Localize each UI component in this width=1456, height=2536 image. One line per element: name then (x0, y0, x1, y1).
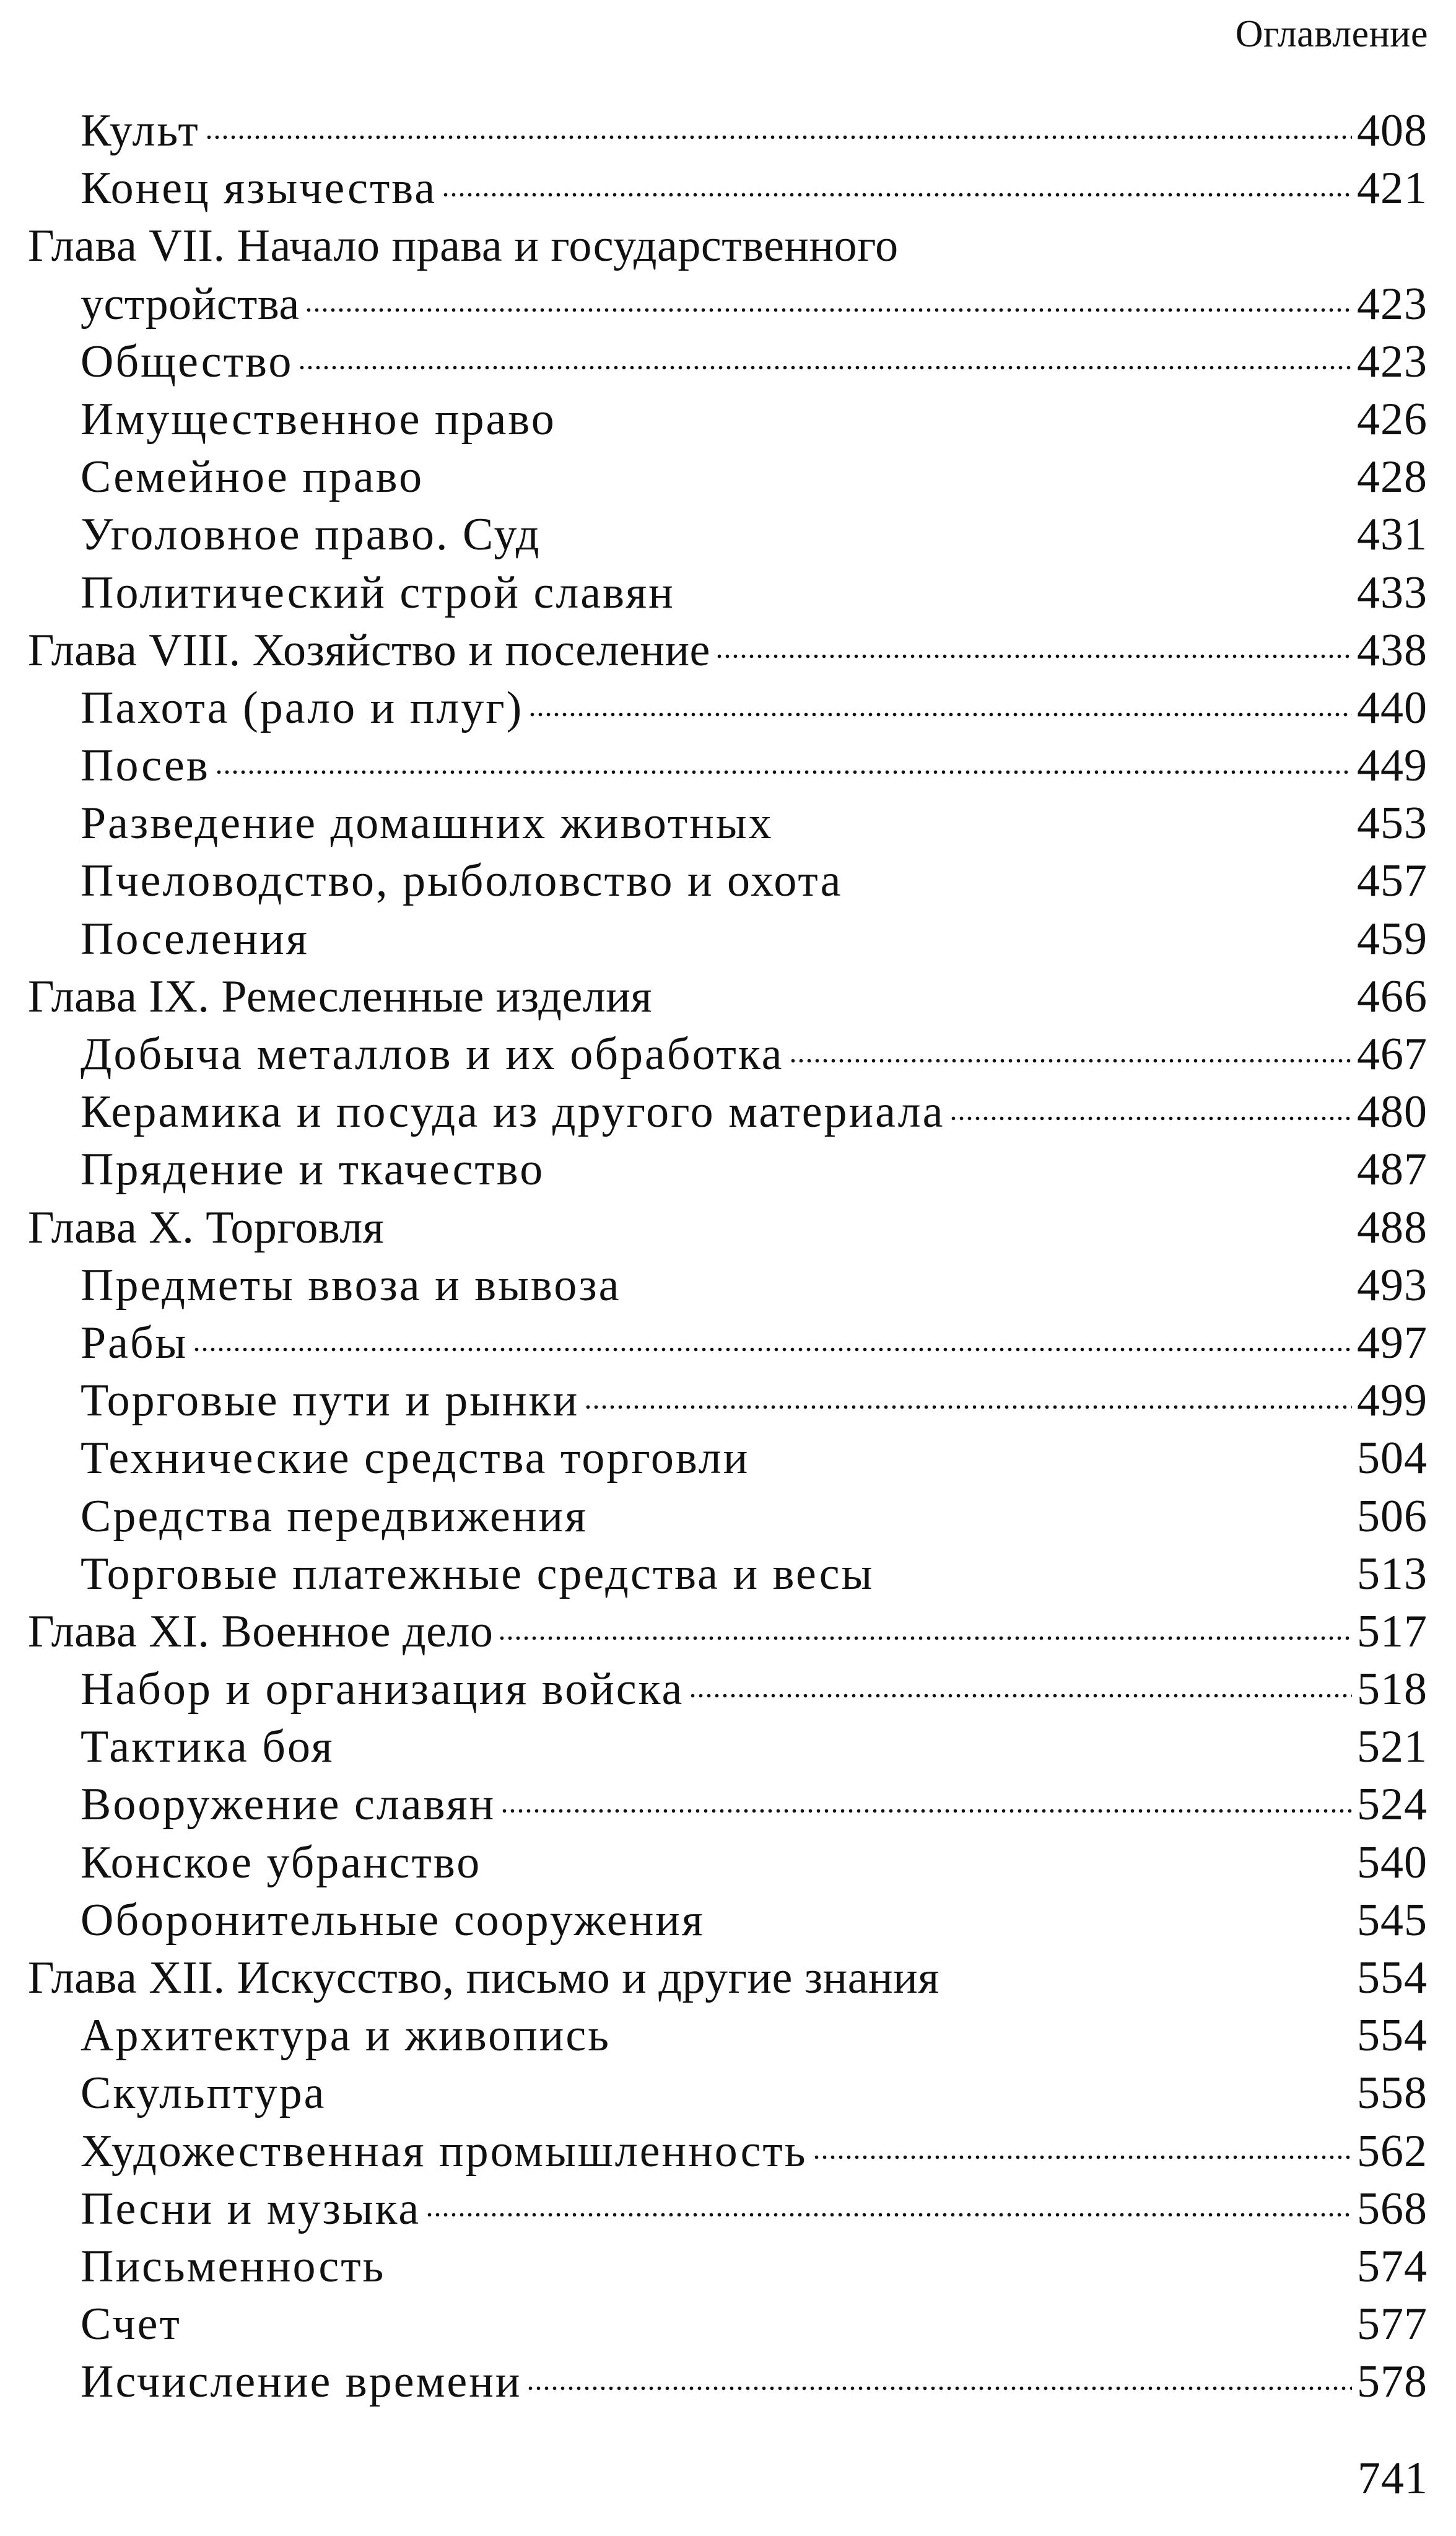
toc-section-entry (28, 1430, 1428, 1487)
toc-entry-page: 568 (1357, 2183, 1428, 2234)
toc-entry-page: 554 (1357, 1952, 1428, 2003)
toc-section-entry (28, 1834, 1428, 1892)
dot-leader (689, 1689, 1352, 1702)
toc-entry-title: Счет (81, 2299, 181, 2350)
toc-entry-title: Общество (81, 336, 294, 387)
toc-section-entry (28, 1141, 1428, 1199)
toc-entry-page: 459 (1357, 913, 1428, 964)
toc-entry-title: устройства (81, 278, 300, 330)
dot-leader (425, 2208, 1352, 2222)
running-head: Оглавление (1235, 13, 1428, 55)
toc-entry-page: 423 (1357, 336, 1428, 387)
toc-entry-title: Глава IX. Ремесленные изделия (28, 971, 652, 1022)
toc-entry-title: Добыча металлов и их обработка (81, 1029, 784, 1080)
toc-section-entry (28, 1661, 1428, 1718)
toc-entry-page: 408 (1357, 105, 1428, 156)
dot-leader (526, 2382, 1352, 2395)
toc-entry-page: 487 (1357, 1144, 1428, 1196)
toc-entry-page: 518 (1357, 1664, 1428, 1715)
toc-entry-page: 574 (1357, 2241, 1428, 2292)
toc-entry-title: Оборонительные сооружения (81, 1894, 705, 1946)
toc-entry-page: 467 (1357, 1029, 1428, 1080)
toc-entry-page: 562 (1357, 2125, 1428, 2177)
toc-entry-page: 540 (1357, 1837, 1428, 1888)
toc-entry-title: Прядение и ткачество (81, 1144, 545, 1196)
toc-entry-page: 438 (1357, 624, 1428, 676)
dot-leader (298, 361, 1352, 375)
toc-section-entry (28, 680, 1428, 737)
dot-leader (528, 707, 1352, 721)
toc-entry-page: 421 (1357, 163, 1428, 214)
toc-section-entry (28, 2353, 1428, 2411)
toc-chapter-entry (28, 1603, 1428, 1661)
toc-section-entry (28, 564, 1428, 622)
toc-entry-page: 524 (1357, 1779, 1428, 1830)
toc-entry-title: Рабы (81, 1317, 188, 1368)
toc-entry-title: Торговые платежные средства и весы (81, 1548, 874, 1599)
toc-chapter-entry (28, 968, 1428, 1026)
toc-entry-page: 558 (1357, 2068, 1428, 2119)
toc-section-entry (28, 1257, 1428, 1314)
toc-section-entry (28, 2123, 1428, 2180)
toc-entry-page: 497 (1357, 1317, 1428, 1368)
toc-entry-title: Конское убранство (81, 1837, 482, 1888)
toc-entry-title: Глава X. Торговля (28, 1202, 385, 1253)
toc-entry-title: Технические средства торговли (81, 1433, 750, 1484)
toc-entry-page: 506 (1357, 1490, 1428, 1542)
toc-entry-page: 504 (1357, 1433, 1428, 1484)
toc-entry-title: Глава XI. Военное дело (28, 1606, 494, 1657)
toc-entry-page: 545 (1357, 1894, 1428, 1946)
toc-chapter-entry (28, 1199, 1428, 1257)
toc-entry-title: Скульптура (81, 2068, 326, 2119)
dot-leader (813, 2151, 1352, 2164)
toc-entry-page: 488 (1357, 1202, 1428, 1253)
toc-entry-page: 426 (1357, 393, 1428, 445)
toc-section-entry (28, 391, 1428, 448)
toc-entry-title: Имущественное право (81, 393, 556, 445)
toc-section-entry (28, 1776, 1428, 1834)
dot-leader (715, 650, 1352, 663)
dot-leader (584, 1400, 1352, 1414)
toc-entry-page: 466 (1357, 971, 1428, 1022)
toc-entry-page: 440 (1357, 682, 1428, 733)
toc-chapter-entry (28, 1949, 1428, 2007)
toc-section-entry (28, 2007, 1428, 2065)
toc-section-entry (28, 1372, 1428, 1430)
toc-entry-title: Архитектура и живопись (81, 2010, 611, 2062)
dot-leader (789, 1054, 1352, 1067)
dot-leader (205, 130, 1352, 144)
toc-entry-title: Вооружение славян (81, 1779, 496, 1830)
dot-leader (215, 765, 1352, 779)
toc-section-entry (28, 2180, 1428, 2238)
toc-entry-title: Посев (81, 740, 210, 792)
toc-section-entry (28, 1488, 1428, 1546)
toc-entry-title: Глава XII. Искусство, письмо и другие знания (28, 1952, 939, 2003)
toc-entry-title: Предметы ввоза и вывоза (81, 1259, 621, 1311)
toc-section-entry (28, 1718, 1428, 1776)
toc-section-entry (28, 911, 1428, 968)
dot-leader (305, 304, 1352, 317)
toc-entry-page: 499 (1357, 1375, 1428, 1427)
toc-entry-page: 554 (1357, 2010, 1428, 2062)
toc-entry-title: Глава VIII. Хозяйство и поселение (28, 624, 710, 676)
toc-entry-title: Торговые пути и рынки (81, 1375, 580, 1427)
toc-entry-title: Политический строй славян (81, 567, 675, 618)
toc-entry-title: Глава VII. Начало права и государственного (28, 221, 899, 272)
toc-section-entry (28, 506, 1428, 564)
toc-entry-page: 517 (1357, 1606, 1428, 1657)
toc-section-entry (28, 102, 1428, 160)
toc-section-entry (28, 2238, 1428, 2296)
toc-entry-title: Пахота (рало и плуг) (81, 682, 524, 733)
dot-leader (193, 1342, 1352, 1356)
toc-entry-page: 480 (1357, 1087, 1428, 1138)
toc-section-entry (28, 2065, 1428, 2122)
toc-entry-page: 493 (1357, 1259, 1428, 1311)
toc-entry-title: Разведение домашних животных (81, 798, 774, 849)
toc-section-entry (28, 737, 1428, 795)
dot-leader (442, 188, 1352, 201)
toc-section-entry (28, 1314, 1428, 1372)
toc-entry-title: Набор и организация войска (81, 1664, 684, 1715)
toc-section-entry (28, 1083, 1428, 1141)
toc-entry-page: 457 (1357, 855, 1428, 907)
dot-leader (949, 1111, 1352, 1125)
toc-entry-page: 578 (1357, 2356, 1428, 2408)
toc-entry-title: Художественная промышленность (81, 2125, 808, 2177)
page-number: 741 (1358, 2453, 1428, 2504)
toc-entry-page: 577 (1357, 2299, 1428, 2350)
toc-section-entry (28, 795, 1428, 852)
toc-section-entry (28, 276, 1428, 333)
toc-entry-page: 521 (1357, 1721, 1428, 1773)
toc-entry-title: Пчеловодство, рыболовство и охота (81, 855, 843, 907)
toc-entry-title: Керамика и посуда из другого материала (81, 1087, 945, 1138)
toc-entry-page: 431 (1357, 509, 1428, 561)
dot-leader (500, 1804, 1352, 1818)
toc-entry-page: 423 (1357, 278, 1428, 330)
toc-entry-title: Средства передвижения (81, 1490, 588, 1542)
toc-section-entry (28, 333, 1428, 391)
toc-entry-title: Тактика боя (81, 1721, 334, 1773)
toc-section-entry (28, 448, 1428, 506)
toc-entry-page: 433 (1357, 567, 1428, 618)
toc-section-entry (28, 852, 1428, 910)
toc-entry-page: 428 (1357, 452, 1428, 503)
toc-chapter-entry (28, 217, 1428, 275)
table-of-contents (28, 102, 1428, 2411)
toc-entry-title: Исчисление времени (81, 2356, 522, 2408)
toc-entry-page: 449 (1357, 740, 1428, 792)
toc-section-entry (28, 2296, 1428, 2353)
toc-section-entry (28, 1546, 1428, 1603)
toc-entry-title: Конец язычества (81, 163, 437, 214)
toc-entry-title: Семейное право (81, 452, 424, 503)
toc-entry-title: Поселения (81, 913, 309, 964)
toc-entry-title: Культ (81, 105, 200, 156)
toc-entry-title: Уголовное право. Суд (81, 509, 541, 561)
toc-entry-title: Письменность (81, 2241, 386, 2292)
toc-entry-page: 453 (1357, 798, 1428, 849)
toc-section-entry (28, 1892, 1428, 1949)
dot-leader (498, 1631, 1352, 1645)
toc-section-entry (28, 1026, 1428, 1083)
toc-entry-page: 513 (1357, 1548, 1428, 1599)
toc-chapter-entry (28, 622, 1428, 680)
toc-entry-title: Песни и музыка (81, 2183, 421, 2234)
toc-section-entry (28, 160, 1428, 217)
